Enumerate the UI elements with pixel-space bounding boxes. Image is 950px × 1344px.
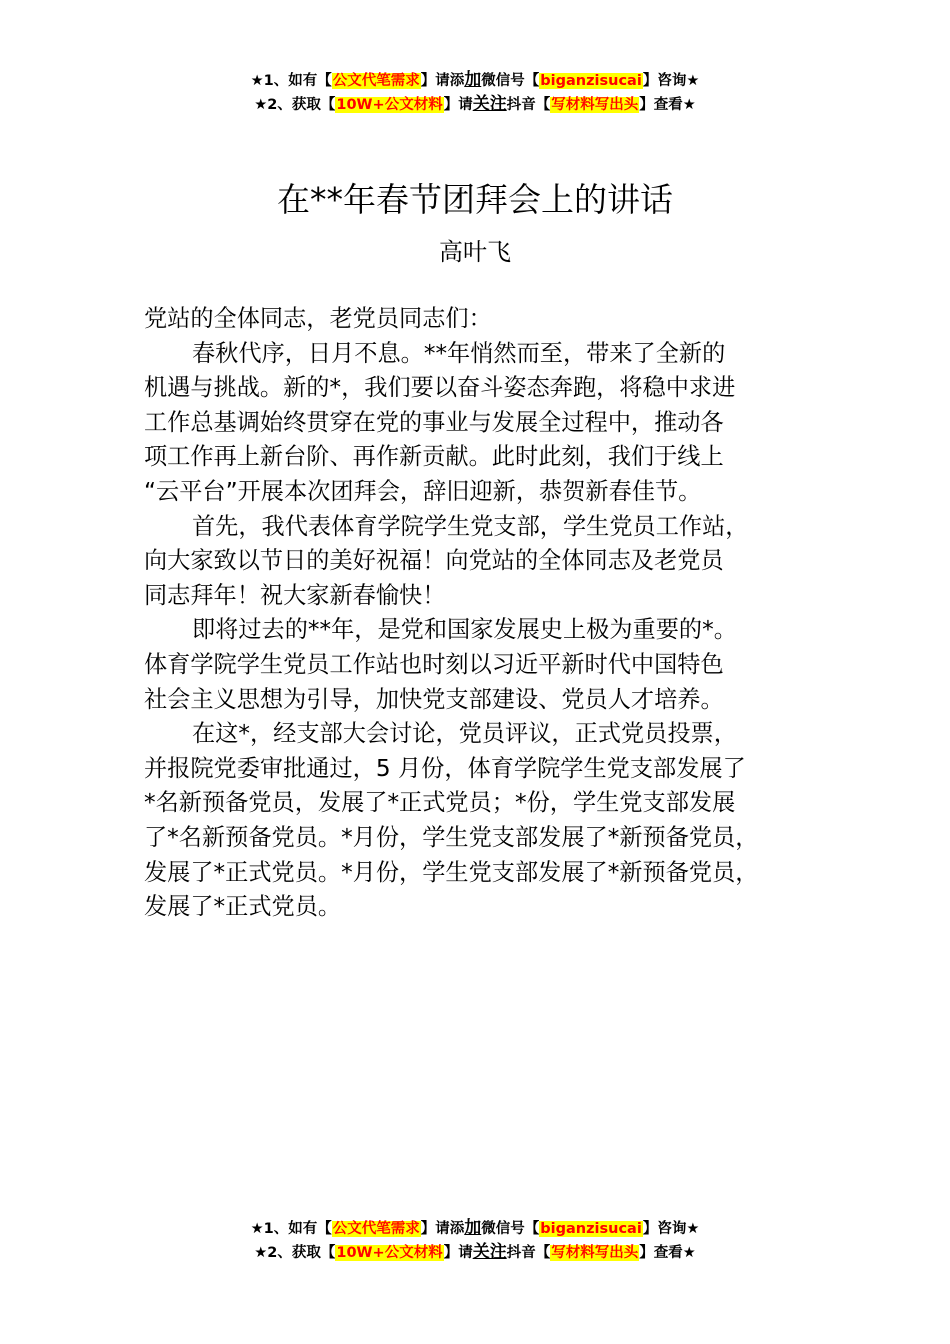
- body-line: 向大家致以节日的美好祝福！向党站的全体同志及老党员: [144, 547, 724, 575]
- promo-text: 抖音【: [506, 97, 551, 113]
- promo-text: 微信号【: [481, 1221, 540, 1237]
- body-line: 并报院党委审批通过，5 月份，体育学院学生党支部发展了: [144, 754, 746, 782]
- body-line: 同志拜年！祝大家新春愉快！: [144, 581, 446, 609]
- promo-emphasis: 关注: [472, 1242, 507, 1262]
- body-line: *名新预备党员，发展了*正式党员；*份，学生党支部发展: [144, 789, 736, 817]
- promo-highlight: 10W+公文材料: [336, 1245, 443, 1261]
- promo-text: 】咨询★: [642, 73, 700, 89]
- promo-highlight: 公文代笔需求: [332, 73, 420, 89]
- body-line: 了*名新预备党员。*月份，学生党支部发展了*新预备党员，: [144, 823, 759, 851]
- body-line: 发展了*正式党员。*月份，学生党支部发展了*新预备党员，: [144, 858, 759, 886]
- promo-line-1: [0, 68, 950, 92]
- promo-text: 】请添: [420, 1221, 465, 1237]
- promo-highlight: 10W+公文材料: [336, 97, 443, 113]
- top-promo-banner: [0, 68, 950, 116]
- body-line: 春秋代序，日月不息。**年悄然而至，带来了全新的: [192, 339, 726, 367]
- promo-text: 】请: [443, 1245, 473, 1261]
- promo-text: 】查看★: [639, 97, 696, 113]
- promo-text: ★2、获取【: [254, 97, 336, 113]
- promo-text: 】请添: [420, 73, 465, 89]
- document-body: [144, 302, 816, 925]
- promo-emphasis: 加: [464, 1218, 482, 1238]
- body-line: 即将过去的**年，是党和国家发展史上极为重要的*。: [192, 616, 737, 644]
- promo-wechat-id: biganzisucai: [540, 1221, 642, 1237]
- promo-text: 抖音【: [506, 1245, 551, 1261]
- body-line: 项工作再上新台阶、再作新贡献。此时此刻，我们于线上: [144, 443, 724, 471]
- body-line: “云平台”开展本次团拜会，辞旧迎新，恭贺新春佳节。: [144, 477, 702, 505]
- body-line: 工作总基调始终贯穿在党的事业与发展全过程中，推动各: [144, 408, 724, 436]
- promo-line-1: [0, 1216, 950, 1240]
- promo-douyin-id: 写材料写出头: [551, 97, 639, 113]
- promo-douyin-id: 写材料写出头: [551, 1245, 639, 1261]
- promo-text: ★2、获取【: [254, 1245, 336, 1261]
- promo-text: 】请: [443, 97, 473, 113]
- promo-text: ★1、如有【: [250, 1221, 332, 1237]
- page-title: 在**年春节团拜会上的讲话: [277, 180, 673, 219]
- body-line: 体育学院学生党员工作站也时刻以习近平新时代中国特色: [144, 650, 724, 678]
- bottom-promo-banner: [0, 1216, 950, 1264]
- promo-wechat-id: biganzisucai: [540, 73, 642, 89]
- promo-text: ★1、如有【: [250, 73, 332, 89]
- promo-highlight: 公文代笔需求: [332, 1221, 420, 1237]
- body-line: 社会主义思想为引导，加快党支部建设、党员人才培养。: [144, 685, 724, 713]
- body-line: 发展了*正式党员。: [144, 893, 342, 921]
- promo-text: 】查看★: [639, 1245, 696, 1261]
- promo-text: 】咨询★: [642, 1221, 700, 1237]
- promo-line-2: [0, 92, 950, 116]
- promo-line-2: [0, 1240, 950, 1264]
- body-line: 在这*，经支部大会讨论，党员评议，正式党员投票，: [192, 720, 737, 748]
- author-name: 高叶飞: [439, 238, 511, 266]
- body-line: 党站的全体同志，老党员同志们：: [144, 305, 492, 332]
- body-line: 首先，我代表体育学院学生党支部，学生党员工作站，: [192, 512, 749, 540]
- promo-emphasis: 关注: [472, 94, 507, 114]
- body-line: 机遇与挑战。新的*，我们要以奋斗姿态奔跑，将稳中求进: [144, 374, 736, 402]
- promo-emphasis: 加: [464, 70, 482, 90]
- promo-text: 微信号【: [481, 73, 540, 89]
